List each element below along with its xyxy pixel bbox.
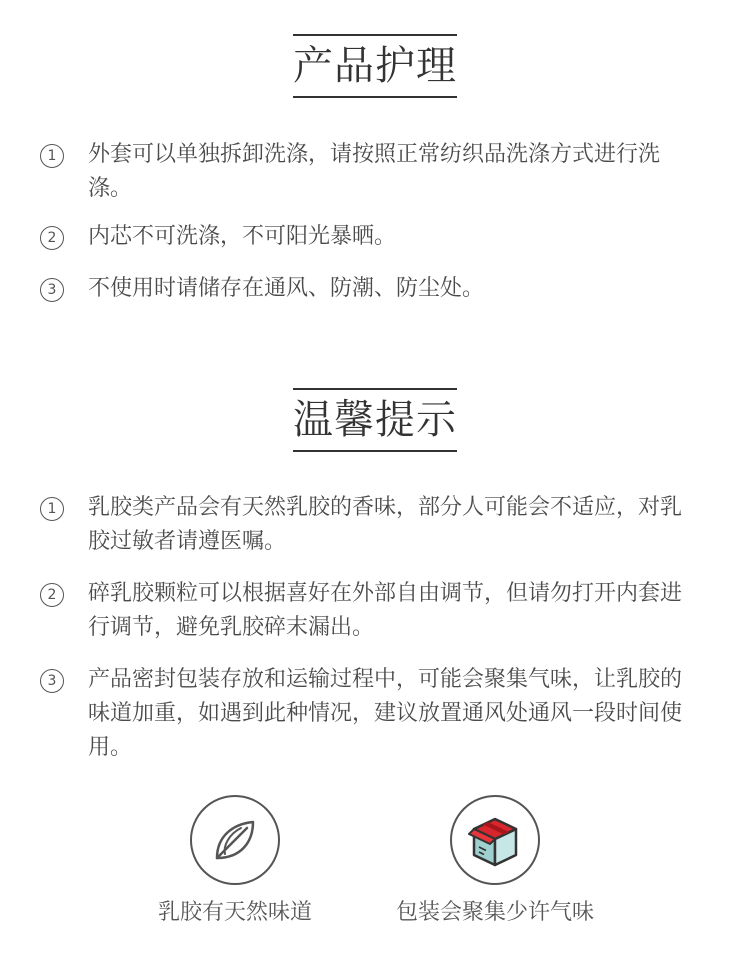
care-item-3 — [40, 272, 700, 306]
tips-title: 温馨提示 — [293, 388, 457, 452]
care-item-text: 不使用时请储存在通风、防潮、防尘处。 — [88, 276, 485, 301]
tips-item-1 — [40, 491, 700, 559]
care-title: 产品护理 — [293, 34, 457, 98]
tips-item-text: 碎乳胶颗粒可以根据喜好在外部自由调节，但请勿打开内套进行调节，避免乳胶碎末漏出。 — [88, 581, 683, 640]
box-icon-circle — [450, 795, 540, 885]
package-smell-icon-group — [380, 795, 610, 927]
number-badge: 3 — [40, 278, 64, 302]
tips-item-text: 乳胶类产品会有天然乳胶的香味，部分人可能会不适应，对乳胶过敏者请遵医嘱。 — [88, 495, 683, 554]
tips-section-title — [0, 388, 750, 452]
tips-list — [40, 491, 700, 765]
number-badge: 2 — [40, 583, 64, 607]
care-item-1 — [40, 138, 700, 206]
tips-item-text: 产品密封包装存放和运输过程中，可能会聚集气味，让乳胶的味道加重，如遇到此种情况，建议放置通风处通风一段时间使用。 — [88, 667, 683, 760]
care-item-text: 外套可以单独拆卸洗涤，请按照正常纺织品洗涤方式进行洗涤。 — [88, 142, 661, 201]
number-badge: 2 — [40, 226, 64, 250]
tips-item-3 — [40, 663, 700, 765]
care-list — [40, 138, 700, 306]
leaf-icon-circle — [190, 795, 280, 885]
natural-smell-icon-group — [150, 795, 320, 927]
leaf-icon — [207, 812, 263, 868]
care-item-text: 内芯不可洗涤，不可阳光暴晒。 — [88, 224, 397, 249]
package-smell-caption: 包装会聚集少许气味 — [395, 900, 594, 925]
care-section-title — [0, 34, 750, 98]
care-item-2 — [40, 220, 700, 254]
tips-item-2 — [40, 577, 700, 645]
number-badge: 3 — [40, 669, 64, 693]
natural-smell-caption: 乳胶有天然味道 — [157, 900, 312, 925]
number-badge: 1 — [40, 144, 64, 168]
package-box-icon — [464, 809, 526, 871]
number-badge: 1 — [40, 497, 64, 521]
